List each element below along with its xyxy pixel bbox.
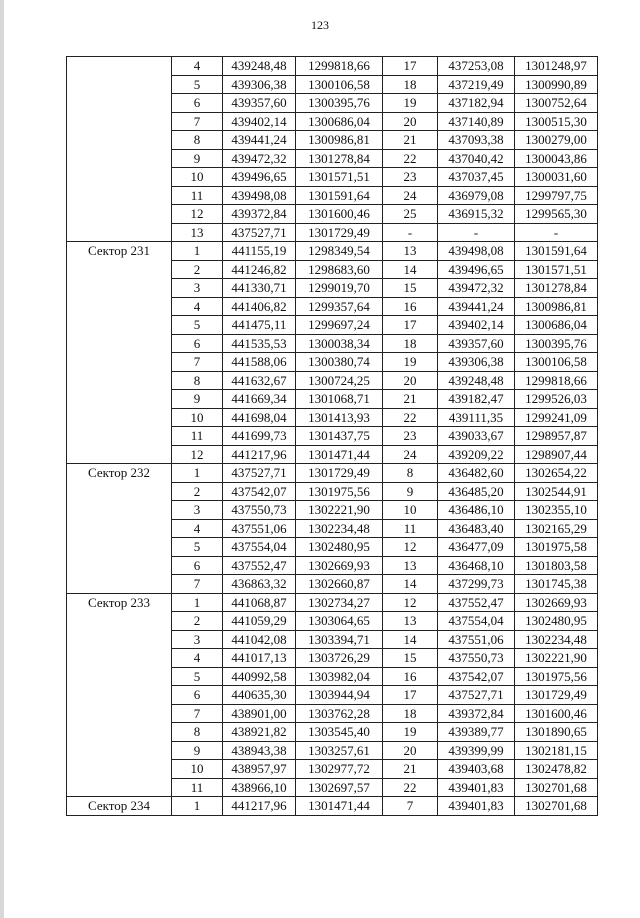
point-number-2: 20 xyxy=(383,112,438,131)
coord-y: 1301729,49 xyxy=(296,464,383,483)
coord-x-2: 439498,08 xyxy=(438,242,515,261)
scan-edge xyxy=(0,0,4,918)
coord-y-2: 1302181,15 xyxy=(515,741,598,760)
point-number-2: 23 xyxy=(383,168,438,187)
coord-y-2: 1300986,81 xyxy=(515,297,598,316)
table-row xyxy=(67,593,598,612)
coord-y-2: 1300106,58 xyxy=(515,353,598,372)
point-number-2: 20 xyxy=(383,741,438,760)
coord-x: 441068,87 xyxy=(223,593,296,612)
point-number-2: 13 xyxy=(383,242,438,261)
coord-y: 1299019,70 xyxy=(296,279,383,298)
coord-y-2: 1300990,89 xyxy=(515,75,598,94)
coord-y: 1301278,84 xyxy=(296,149,383,168)
point-number: 7 xyxy=(172,704,223,723)
point-number-2: 25 xyxy=(383,205,438,224)
coord-y-2: 1301745,38 xyxy=(515,575,598,594)
coord-x: 441155,19 xyxy=(223,242,296,261)
coord-x-2: 439372,84 xyxy=(438,704,515,723)
point-number: 2 xyxy=(172,482,223,501)
coord-y: 1300724,25 xyxy=(296,371,383,390)
coord-y: 1303982,04 xyxy=(296,667,383,686)
coord-x-2: 436483,40 xyxy=(438,519,515,538)
coord-x: 437552,47 xyxy=(223,556,296,575)
coord-x: 441059,29 xyxy=(223,612,296,631)
coord-y: 1303064,65 xyxy=(296,612,383,631)
point-number-2: 15 xyxy=(383,279,438,298)
coord-x-2: 439033,67 xyxy=(438,427,515,446)
coord-x-2: 437550,73 xyxy=(438,649,515,668)
coord-y-2: 1300279,00 xyxy=(515,131,598,150)
coord-x-2: 436486,10 xyxy=(438,501,515,520)
point-number-2: 19 xyxy=(383,94,438,113)
coord-y: 1303944,94 xyxy=(296,686,383,705)
table-row xyxy=(67,57,598,76)
coord-x-2: 439357,60 xyxy=(438,334,515,353)
coord-y-2: 1301975,58 xyxy=(515,538,598,557)
coord-x-2: 436979,08 xyxy=(438,186,515,205)
coord-x-2: 436477,09 xyxy=(438,538,515,557)
coord-y: 1301437,75 xyxy=(296,427,383,446)
point-number: 8 xyxy=(172,131,223,150)
coord-y-2: 1302165,29 xyxy=(515,519,598,538)
coord-x: 439357,60 xyxy=(223,94,296,113)
point-number: 4 xyxy=(172,649,223,668)
sector-label: Сектор 232 xyxy=(67,464,172,594)
coord-y-2: 1300395,76 xyxy=(515,334,598,353)
point-number: 1 xyxy=(172,464,223,483)
coord-y: 1301471,44 xyxy=(296,797,383,816)
point-number: 3 xyxy=(172,279,223,298)
coord-y-2: 1301591,64 xyxy=(515,242,598,261)
coord-x: 441699,73 xyxy=(223,427,296,446)
coord-x: 439472,32 xyxy=(223,149,296,168)
coord-y: 1302697,57 xyxy=(296,778,383,797)
point-number-2: 17 xyxy=(383,57,438,76)
coord-y: 1303545,40 xyxy=(296,723,383,742)
coord-y-2: 1299818,66 xyxy=(515,371,598,390)
coord-x-2: 439389,77 xyxy=(438,723,515,742)
point-number-2: 20 xyxy=(383,371,438,390)
table-row xyxy=(67,242,598,261)
coord-x: 439248,48 xyxy=(223,57,296,76)
coord-y-2: 1302480,95 xyxy=(515,612,598,631)
coord-y: 1302977,72 xyxy=(296,760,383,779)
point-number: 6 xyxy=(172,556,223,575)
coord-y: 1301571,51 xyxy=(296,168,383,187)
page-number: 123 xyxy=(311,18,329,32)
coord-x: 439498,08 xyxy=(223,186,296,205)
coord-y-2: 1299526,03 xyxy=(515,390,598,409)
point-number: 8 xyxy=(172,723,223,742)
coord-x: 439306,38 xyxy=(223,75,296,94)
coord-x: 439496,65 xyxy=(223,168,296,187)
coord-x-2: 436482,60 xyxy=(438,464,515,483)
point-number-2: 23 xyxy=(383,427,438,446)
coord-y: 1301471,44 xyxy=(296,445,383,464)
point-number: 7 xyxy=(172,575,223,594)
point-number: 11 xyxy=(172,427,223,446)
point-number: 10 xyxy=(172,408,223,427)
point-number: 6 xyxy=(172,334,223,353)
sector-label: Сектор 231 xyxy=(67,242,172,464)
coord-y-2: 1299797,75 xyxy=(515,186,598,205)
point-number: 4 xyxy=(172,297,223,316)
coord-y-2: 1302669,93 xyxy=(515,593,598,612)
coord-x: 437550,73 xyxy=(223,501,296,520)
coord-x-2: 437542,07 xyxy=(438,667,515,686)
coord-x: 441246,82 xyxy=(223,260,296,279)
coord-x-2: 439399,99 xyxy=(438,741,515,760)
coord-y: 1302734,27 xyxy=(296,593,383,612)
coord-x: 437551,06 xyxy=(223,519,296,538)
coord-x-2: 437140,89 xyxy=(438,112,515,131)
point-number: 5 xyxy=(172,75,223,94)
table-row xyxy=(67,464,598,483)
point-number-2: 17 xyxy=(383,686,438,705)
point-number-2: 14 xyxy=(383,630,438,649)
coord-x: 439402,14 xyxy=(223,112,296,131)
point-number: 13 xyxy=(172,223,223,242)
coord-y-2: 1300043,86 xyxy=(515,149,598,168)
coord-x: 441535,53 xyxy=(223,334,296,353)
coordinates-table-body xyxy=(67,57,598,816)
point-number-2: 22 xyxy=(383,778,438,797)
coord-x-2: 439496,65 xyxy=(438,260,515,279)
coord-y: 1301600,46 xyxy=(296,205,383,224)
coord-y: 1301413,93 xyxy=(296,408,383,427)
coord-y-2: 1299565,30 xyxy=(515,205,598,224)
point-number-2: 19 xyxy=(383,353,438,372)
coord-y-2: 1302355,10 xyxy=(515,501,598,520)
coord-y-2: 1301248,97 xyxy=(515,57,598,76)
coord-x-2: 436915,32 xyxy=(438,205,515,224)
coord-x: 440635,30 xyxy=(223,686,296,705)
point-number-2: 15 xyxy=(383,649,438,668)
coord-x: 441475,11 xyxy=(223,316,296,335)
coord-x-2: 439111,35 xyxy=(438,408,515,427)
coord-x-2: 439248,48 xyxy=(438,371,515,390)
coord-x: 441217,96 xyxy=(223,797,296,816)
coord-y: 1301729,49 xyxy=(296,223,383,242)
coord-x-2: 437554,04 xyxy=(438,612,515,631)
coord-x-2: 437552,47 xyxy=(438,593,515,612)
coord-y: 1299697,24 xyxy=(296,316,383,335)
coord-y: 1303726,29 xyxy=(296,649,383,668)
coord-x-2: 436468,10 xyxy=(438,556,515,575)
coord-y-2: 1298907,44 xyxy=(515,445,598,464)
table-row xyxy=(67,797,598,816)
coord-y: 1301068,71 xyxy=(296,390,383,409)
point-number: 7 xyxy=(172,353,223,372)
coord-y: 1302669,93 xyxy=(296,556,383,575)
point-number-2: - xyxy=(383,223,438,242)
coord-x-2: 439403,68 xyxy=(438,760,515,779)
sector-label: Сектор 233 xyxy=(67,593,172,797)
coord-y: 1301591,64 xyxy=(296,186,383,205)
coord-y-2: 1302654,22 xyxy=(515,464,598,483)
coord-y: 1300686,04 xyxy=(296,112,383,131)
coord-x: 438957,97 xyxy=(223,760,296,779)
point-number-2: 16 xyxy=(383,667,438,686)
point-number: 2 xyxy=(172,260,223,279)
coord-x-2: 437299,73 xyxy=(438,575,515,594)
coordinates-table xyxy=(66,56,598,816)
coord-x-2: 437040,42 xyxy=(438,149,515,168)
coord-y: 1302480,95 xyxy=(296,538,383,557)
coord-y: 1303394,71 xyxy=(296,630,383,649)
point-number: 7 xyxy=(172,112,223,131)
coord-x: 441330,71 xyxy=(223,279,296,298)
coord-x-2: 439402,14 xyxy=(438,316,515,335)
point-number-2: 13 xyxy=(383,556,438,575)
point-number-2: 21 xyxy=(383,760,438,779)
coord-y-2: 1301571,51 xyxy=(515,260,598,279)
coord-x: 441698,04 xyxy=(223,408,296,427)
point-number: 9 xyxy=(172,149,223,168)
coord-x: 437527,71 xyxy=(223,464,296,483)
coord-y-2: 1301975,56 xyxy=(515,667,598,686)
point-number-2: 18 xyxy=(383,75,438,94)
coord-y-2: 1301278,84 xyxy=(515,279,598,298)
coord-y-2: 1298957,87 xyxy=(515,427,598,446)
coord-y: 1300395,76 xyxy=(296,94,383,113)
coord-x-2: 437551,06 xyxy=(438,630,515,649)
point-number: 5 xyxy=(172,667,223,686)
point-number-2: 22 xyxy=(383,408,438,427)
point-number-2: 14 xyxy=(383,260,438,279)
coord-x: 438943,38 xyxy=(223,741,296,760)
coord-x: 437542,07 xyxy=(223,482,296,501)
coord-x: 441632,67 xyxy=(223,371,296,390)
point-number-2: 9 xyxy=(383,482,438,501)
point-number: 6 xyxy=(172,686,223,705)
coord-y-2: 1300752,64 xyxy=(515,94,598,113)
point-number-2: 24 xyxy=(383,186,438,205)
point-number-2: 24 xyxy=(383,445,438,464)
coord-y-2: 1299241,09 xyxy=(515,408,598,427)
point-number: 10 xyxy=(172,168,223,187)
coord-y: 1301975,56 xyxy=(296,482,383,501)
coord-x-2: 437182,94 xyxy=(438,94,515,113)
coord-x-2: 439306,38 xyxy=(438,353,515,372)
coord-x-2: 437037,45 xyxy=(438,168,515,187)
point-number: 11 xyxy=(172,778,223,797)
coord-y-2: 1302701,68 xyxy=(515,797,598,816)
point-number-2: 13 xyxy=(383,612,438,631)
coord-x-2: 437527,71 xyxy=(438,686,515,705)
point-number-2: 21 xyxy=(383,131,438,150)
point-number: 1 xyxy=(172,593,223,612)
coord-y: 1302221,90 xyxy=(296,501,383,520)
coord-y: 1299818,66 xyxy=(296,57,383,76)
point-number-2: 16 xyxy=(383,297,438,316)
coord-x-2: 437219,49 xyxy=(438,75,515,94)
coord-x-2: 439401,83 xyxy=(438,797,515,816)
point-number-2: 17 xyxy=(383,316,438,335)
coord-x: 439372,84 xyxy=(223,205,296,224)
coord-x-2: 436485,20 xyxy=(438,482,515,501)
point-number-2: 11 xyxy=(383,519,438,538)
coord-y-2: 1302221,90 xyxy=(515,649,598,668)
coord-y: 1298683,60 xyxy=(296,260,383,279)
coord-x: 436863,32 xyxy=(223,575,296,594)
coord-x-2: 439209,22 xyxy=(438,445,515,464)
coord-y-2: 1301803,58 xyxy=(515,556,598,575)
point-number: 2 xyxy=(172,612,223,631)
point-number: 5 xyxy=(172,538,223,557)
sector-label xyxy=(67,57,172,242)
coord-x: 439441,24 xyxy=(223,131,296,150)
point-number-2: 22 xyxy=(383,149,438,168)
point-number: 11 xyxy=(172,186,223,205)
point-number: 12 xyxy=(172,445,223,464)
point-number: 1 xyxy=(172,797,223,816)
coord-x: 437527,71 xyxy=(223,223,296,242)
coord-y-2: 1301600,46 xyxy=(515,704,598,723)
coord-y-2: 1302701,68 xyxy=(515,778,598,797)
point-number: 1 xyxy=(172,242,223,261)
point-number: 9 xyxy=(172,390,223,409)
coord-y-2: 1300686,04 xyxy=(515,316,598,335)
point-number-2: 18 xyxy=(383,334,438,353)
point-number: 4 xyxy=(172,519,223,538)
point-number-2: 19 xyxy=(383,723,438,742)
point-number: 3 xyxy=(172,630,223,649)
coord-y: 1303762,28 xyxy=(296,704,383,723)
coord-y-2: 1302544,91 xyxy=(515,482,598,501)
coord-y-2: 1302234,48 xyxy=(515,630,598,649)
coord-x: 440992,58 xyxy=(223,667,296,686)
point-number-2: 12 xyxy=(383,538,438,557)
coord-x: 441669,34 xyxy=(223,390,296,409)
coord-y: 1299357,64 xyxy=(296,297,383,316)
coord-y: 1300380,74 xyxy=(296,353,383,372)
coord-x: 438921,82 xyxy=(223,723,296,742)
coord-y-2: 1302478,82 xyxy=(515,760,598,779)
coord-y-2: 1301729,49 xyxy=(515,686,598,705)
point-number: 12 xyxy=(172,205,223,224)
point-number-2: 7 xyxy=(383,797,438,816)
coord-y-2: 1300515,30 xyxy=(515,112,598,131)
point-number-2: 14 xyxy=(383,575,438,594)
coord-y: 1303257,61 xyxy=(296,741,383,760)
point-number: 10 xyxy=(172,760,223,779)
coord-x: 438901,00 xyxy=(223,704,296,723)
point-number-2: 10 xyxy=(383,501,438,520)
coord-x: 437554,04 xyxy=(223,538,296,557)
coord-x-2: 439441,24 xyxy=(438,297,515,316)
coord-y: 1300106,58 xyxy=(296,75,383,94)
coord-y: 1302234,48 xyxy=(296,519,383,538)
point-number: 6 xyxy=(172,94,223,113)
coord-y: 1302660,87 xyxy=(296,575,383,594)
point-number: 5 xyxy=(172,316,223,335)
coord-y: 1300986,81 xyxy=(296,131,383,150)
point-number-2: 21 xyxy=(383,390,438,409)
sector-label: Сектор 234 xyxy=(67,797,172,816)
point-number: 8 xyxy=(172,371,223,390)
coord-x: 441406,82 xyxy=(223,297,296,316)
coord-x-2: 437093,38 xyxy=(438,131,515,150)
point-number-2: 18 xyxy=(383,704,438,723)
coord-x-2: 437253,08 xyxy=(438,57,515,76)
coord-y-2: - xyxy=(515,223,598,242)
coord-y-2: 1300031,60 xyxy=(515,168,598,187)
coord-x: 438966,10 xyxy=(223,778,296,797)
coord-y: 1298349,54 xyxy=(296,242,383,261)
coord-x: 441017,13 xyxy=(223,649,296,668)
coord-y: 1300038,34 xyxy=(296,334,383,353)
coord-x-2: - xyxy=(438,223,515,242)
coord-x: 441042,08 xyxy=(223,630,296,649)
coord-y-2: 1301890,65 xyxy=(515,723,598,742)
coord-x: 441217,96 xyxy=(223,445,296,464)
point-number: 9 xyxy=(172,741,223,760)
coord-x-2: 439182,47 xyxy=(438,390,515,409)
point-number-2: 8 xyxy=(383,464,438,483)
coord-x: 441588,06 xyxy=(223,353,296,372)
point-number: 4 xyxy=(172,57,223,76)
point-number: 3 xyxy=(172,501,223,520)
coord-x-2: 439401,83 xyxy=(438,778,515,797)
coord-x-2: 439472,32 xyxy=(438,279,515,298)
point-number-2: 12 xyxy=(383,593,438,612)
